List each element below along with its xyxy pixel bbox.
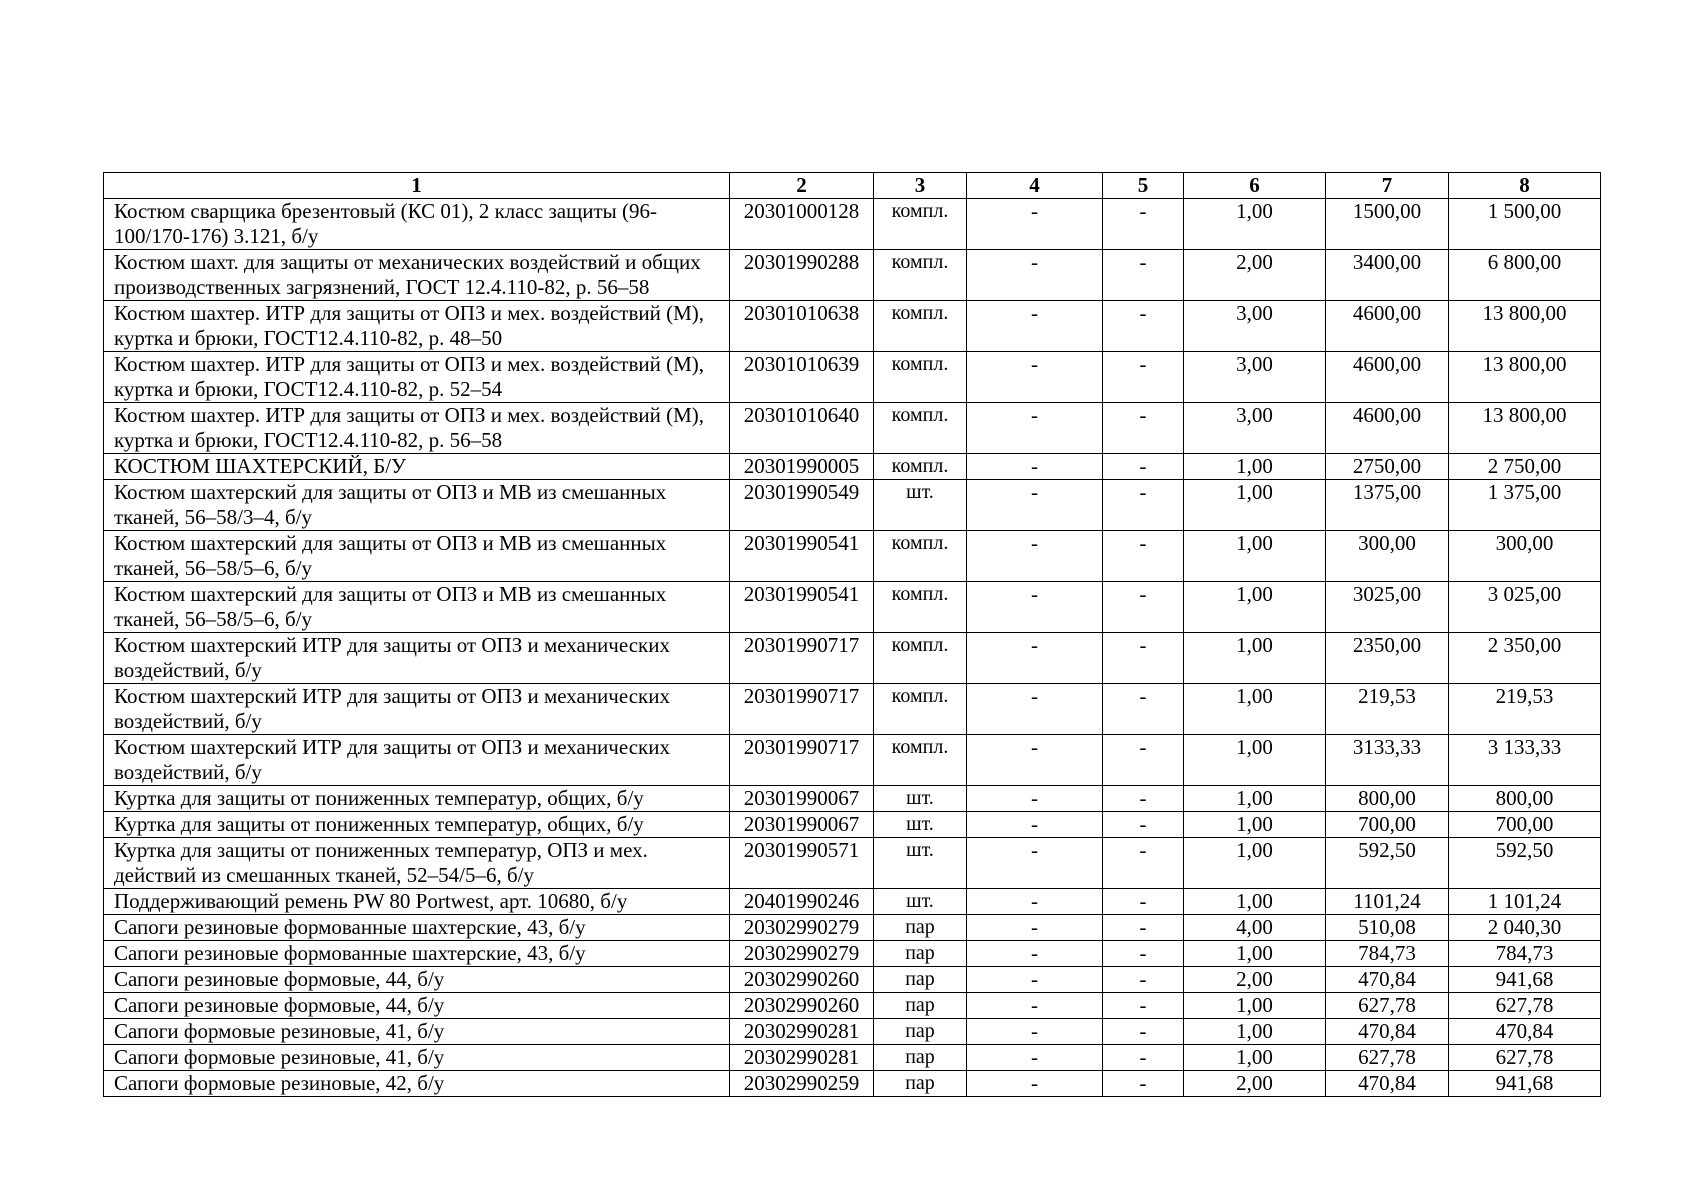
price-cell: 1375,00 <box>1326 480 1449 531</box>
col5-cell: - <box>1103 812 1184 838</box>
quantity-cell: 3,00 <box>1184 301 1326 352</box>
sum-cell: 219,53 <box>1449 684 1601 735</box>
item-name-cell: Сапоги резиновые формованные шахтерские, 43, б/у <box>104 941 730 967</box>
col4-cell: - <box>967 967 1103 993</box>
col4-cell: - <box>967 199 1103 250</box>
sum-cell: 941,68 <box>1449 1071 1601 1097</box>
col4-cell: - <box>967 633 1103 684</box>
item-name-cell: Куртка для защиты от пониженных температур, общих, б/у <box>104 812 730 838</box>
sum-cell: 700,00 <box>1449 812 1601 838</box>
item-name-cell: Костюм шахт. для защиты от механических воздействий и общих производственных загрязнений, ГОСТ 12.4.110-82, р. 56–58 <box>104 250 730 301</box>
item-name-cell: Куртка для защиты от пониженных температур, общих, б/у <box>104 786 730 812</box>
col5-cell: - <box>1103 941 1184 967</box>
col5-cell: - <box>1103 1071 1184 1097</box>
quantity-cell: 3,00 <box>1184 352 1326 403</box>
sum-cell: 2 750,00 <box>1449 454 1601 480</box>
col4-cell: - <box>967 250 1103 301</box>
table-row <box>104 1019 1601 1045</box>
price-cell: 784,73 <box>1326 941 1449 967</box>
col5-cell: - <box>1103 1019 1184 1045</box>
col5-cell: - <box>1103 735 1184 786</box>
price-cell: 470,84 <box>1326 1019 1449 1045</box>
table-row <box>104 993 1601 1019</box>
table-row <box>104 967 1601 993</box>
price-cell: 3025,00 <box>1326 582 1449 633</box>
sum-cell: 941,68 <box>1449 967 1601 993</box>
code-cell: 20302990260 <box>730 993 874 1019</box>
price-cell: 2350,00 <box>1326 633 1449 684</box>
col4-cell: - <box>967 993 1103 1019</box>
unit-cell: пар <box>874 941 967 967</box>
code-cell: 20302990279 <box>730 915 874 941</box>
code-cell: 20301990549 <box>730 480 874 531</box>
unit-cell: компл. <box>874 531 967 582</box>
col5-cell: - <box>1103 403 1184 454</box>
column-header: 1 <box>104 173 730 199</box>
column-header: 7 <box>1326 173 1449 199</box>
table-row <box>104 684 1601 735</box>
unit-cell: шт. <box>874 889 967 915</box>
table-row <box>104 633 1601 684</box>
sum-cell: 3 025,00 <box>1449 582 1601 633</box>
col4-cell: - <box>967 812 1103 838</box>
col4-cell: - <box>967 480 1103 531</box>
quantity-cell: 2,00 <box>1184 967 1326 993</box>
item-name-cell: Костюм шахтер. ИТР для защиты от ОПЗ и мех. воздействий (М), куртка и брюки, ГОСТ12.4.110-82, р. 56–58 <box>104 403 730 454</box>
sum-cell: 784,73 <box>1449 941 1601 967</box>
col4-cell: - <box>967 582 1103 633</box>
price-cell: 219,53 <box>1326 684 1449 735</box>
item-name-cell: Костюм шахтерский ИТР для защиты от ОПЗ и механических воздействий, б/у <box>104 735 730 786</box>
table-row <box>104 199 1601 250</box>
sum-cell: 2 350,00 <box>1449 633 1601 684</box>
quantity-cell: 1,00 <box>1184 993 1326 1019</box>
table-row <box>104 838 1601 889</box>
item-name-cell: Костюм шахтерский ИТР для защиты от ОПЗ и механических воздействий, б/у <box>104 684 730 735</box>
unit-cell: шт. <box>874 480 967 531</box>
item-name-cell: Поддерживающий ремень PW 80 Portwest, арт. 10680, б/у <box>104 889 730 915</box>
col4-cell: - <box>967 1045 1103 1071</box>
header-row <box>104 173 1601 199</box>
col5-cell: - <box>1103 454 1184 480</box>
quantity-cell: 1,00 <box>1184 1045 1326 1071</box>
price-cell: 592,50 <box>1326 838 1449 889</box>
code-cell: 20302990281 <box>730 1045 874 1071</box>
col4-cell: - <box>967 1071 1103 1097</box>
col5-cell: - <box>1103 684 1184 735</box>
col5-cell: - <box>1103 582 1184 633</box>
code-cell: 20302990259 <box>730 1071 874 1097</box>
table-row <box>104 301 1601 352</box>
quantity-cell: 4,00 <box>1184 915 1326 941</box>
item-name-cell: Сапоги резиновые формовые, 44, б/у <box>104 967 730 993</box>
unit-cell: шт. <box>874 838 967 889</box>
code-cell: 20301010639 <box>730 352 874 403</box>
col4-cell: - <box>967 1019 1103 1045</box>
unit-cell: компл. <box>874 735 967 786</box>
code-cell: 20301990005 <box>730 454 874 480</box>
col5-cell: - <box>1103 993 1184 1019</box>
unit-cell: компл. <box>874 684 967 735</box>
col4-cell: - <box>967 454 1103 480</box>
sum-cell: 1 101,24 <box>1449 889 1601 915</box>
col4-cell: - <box>967 684 1103 735</box>
col4-cell: - <box>967 786 1103 812</box>
sum-cell: 13 800,00 <box>1449 301 1601 352</box>
price-cell: 1500,00 <box>1326 199 1449 250</box>
quantity-cell: 1,00 <box>1184 941 1326 967</box>
code-cell: 20401990246 <box>730 889 874 915</box>
price-cell: 3133,33 <box>1326 735 1449 786</box>
sum-cell: 300,00 <box>1449 531 1601 582</box>
quantity-cell: 1,00 <box>1184 838 1326 889</box>
table-row <box>104 889 1601 915</box>
unit-cell: компл. <box>874 633 967 684</box>
quantity-cell: 1,00 <box>1184 454 1326 480</box>
quantity-cell: 1,00 <box>1184 480 1326 531</box>
price-cell: 627,78 <box>1326 993 1449 1019</box>
price-cell: 2750,00 <box>1326 454 1449 480</box>
col4-cell: - <box>967 915 1103 941</box>
quantity-cell: 1,00 <box>1184 786 1326 812</box>
sum-cell: 627,78 <box>1449 1045 1601 1071</box>
unit-cell: пар <box>874 967 967 993</box>
table-body <box>104 199 1601 1097</box>
item-name-cell: Костюм шахтерский для защиты от ОПЗ и МВ из смешанных тканей, 56–58/5–6, б/у <box>104 582 730 633</box>
code-cell: 20302990281 <box>730 1019 874 1045</box>
col5-cell: - <box>1103 915 1184 941</box>
quantity-cell: 2,00 <box>1184 250 1326 301</box>
item-name-cell: Костюм шахтер. ИТР для защиты от ОПЗ и мех. воздействий (М), куртка и брюки, ГОСТ12.4.110-82, р. 48–50 <box>104 301 730 352</box>
column-header: 3 <box>874 173 967 199</box>
sum-cell: 1 500,00 <box>1449 199 1601 250</box>
sum-cell: 13 800,00 <box>1449 403 1601 454</box>
price-cell: 470,84 <box>1326 967 1449 993</box>
sum-cell: 1 375,00 <box>1449 480 1601 531</box>
unit-cell: компл. <box>874 582 967 633</box>
table-row <box>104 352 1601 403</box>
item-name-cell: Костюм шахтерский для защиты от ОПЗ и МВ из смешанных тканей, 56–58/5–6, б/у <box>104 531 730 582</box>
unit-cell: пар <box>874 915 967 941</box>
item-name-cell: Костюм шахтерский ИТР для защиты от ОПЗ и механических воздействий, б/у <box>104 633 730 684</box>
item-name-cell: Куртка для защиты от пониженных температур, ОПЗ и мех. действий из смешанных тканей, 52–54/5–6, б/у <box>104 838 730 889</box>
col5-cell: - <box>1103 480 1184 531</box>
col5-cell: - <box>1103 250 1184 301</box>
code-cell: 20301990288 <box>730 250 874 301</box>
col5-cell: - <box>1103 786 1184 812</box>
code-cell: 20301990067 <box>730 812 874 838</box>
unit-cell: пар <box>874 1071 967 1097</box>
price-cell: 300,00 <box>1326 531 1449 582</box>
price-cell: 4600,00 <box>1326 301 1449 352</box>
unit-cell: компл. <box>874 352 967 403</box>
col5-cell: - <box>1103 352 1184 403</box>
quantity-cell: 1,00 <box>1184 633 1326 684</box>
table-row <box>104 403 1601 454</box>
sum-cell: 592,50 <box>1449 838 1601 889</box>
unit-cell: компл. <box>874 454 967 480</box>
table-row <box>104 454 1601 480</box>
table-row <box>104 915 1601 941</box>
column-header: 5 <box>1103 173 1184 199</box>
quantity-cell: 1,00 <box>1184 1019 1326 1045</box>
price-cell: 3400,00 <box>1326 250 1449 301</box>
code-cell: 20301990541 <box>730 582 874 633</box>
item-name-cell: Сапоги формовые резиновые, 41, б/у <box>104 1045 730 1071</box>
sum-cell: 2 040,30 <box>1449 915 1601 941</box>
price-cell: 4600,00 <box>1326 403 1449 454</box>
inventory-table <box>103 172 1601 1097</box>
item-name-cell: КОСТЮМ ШАХТЕРСКИЙ, Б/У <box>104 454 730 480</box>
item-name-cell: Сапоги резиновые формованные шахтерские, 43, б/у <box>104 915 730 941</box>
col4-cell: - <box>967 352 1103 403</box>
code-cell: 20301990717 <box>730 684 874 735</box>
unit-cell: пар <box>874 1045 967 1071</box>
col5-cell: - <box>1103 838 1184 889</box>
sum-cell: 627,78 <box>1449 993 1601 1019</box>
quantity-cell: 1,00 <box>1184 531 1326 582</box>
col5-cell: - <box>1103 301 1184 352</box>
table-row <box>104 531 1601 582</box>
table-row <box>104 250 1601 301</box>
item-name-cell: Костюм шахтерский для защиты от ОПЗ и МВ из смешанных тканей, 56–58/3–4, б/у <box>104 480 730 531</box>
column-header: 4 <box>967 173 1103 199</box>
sum-cell: 3 133,33 <box>1449 735 1601 786</box>
col5-cell: - <box>1103 967 1184 993</box>
code-cell: 20301990067 <box>730 786 874 812</box>
col5-cell: - <box>1103 199 1184 250</box>
table-row <box>104 786 1601 812</box>
table-row <box>104 480 1601 531</box>
unit-cell: шт. <box>874 812 967 838</box>
quantity-cell: 3,00 <box>1184 403 1326 454</box>
col4-cell: - <box>967 838 1103 889</box>
code-cell: 20301990541 <box>730 531 874 582</box>
col4-cell: - <box>967 941 1103 967</box>
col5-cell: - <box>1103 889 1184 915</box>
quantity-cell: 2,00 <box>1184 1071 1326 1097</box>
table-row <box>104 1045 1601 1071</box>
unit-cell: шт. <box>874 786 967 812</box>
code-cell: 20301010640 <box>730 403 874 454</box>
column-header: 6 <box>1184 173 1326 199</box>
unit-cell: компл. <box>874 301 967 352</box>
col4-cell: - <box>967 301 1103 352</box>
table-row <box>104 582 1601 633</box>
code-cell: 20301000128 <box>730 199 874 250</box>
col5-cell: - <box>1103 1045 1184 1071</box>
quantity-cell: 1,00 <box>1184 684 1326 735</box>
quantity-cell: 1,00 <box>1184 889 1326 915</box>
column-header: 8 <box>1449 173 1601 199</box>
sum-cell: 800,00 <box>1449 786 1601 812</box>
quantity-cell: 1,00 <box>1184 812 1326 838</box>
unit-cell: компл. <box>874 403 967 454</box>
quantity-cell: 1,00 <box>1184 199 1326 250</box>
code-cell: 20301990717 <box>730 735 874 786</box>
item-name-cell: Сапоги резиновые формовые, 44, б/у <box>104 993 730 1019</box>
column-header: 2 <box>730 173 874 199</box>
price-cell: 510,08 <box>1326 915 1449 941</box>
quantity-cell: 1,00 <box>1184 735 1326 786</box>
col5-cell: - <box>1103 531 1184 582</box>
price-cell: 470,84 <box>1326 1071 1449 1097</box>
col4-cell: - <box>967 403 1103 454</box>
sum-cell: 470,84 <box>1449 1019 1601 1045</box>
item-name-cell: Костюм шахтер. ИТР для защиты от ОПЗ и мех. воздействий (М), куртка и брюки, ГОСТ12.4.110-82, р. 52–54 <box>104 352 730 403</box>
code-cell: 20302990279 <box>730 941 874 967</box>
col4-cell: - <box>967 735 1103 786</box>
code-cell: 20302990260 <box>730 967 874 993</box>
table-row <box>104 1071 1601 1097</box>
unit-cell: компл. <box>874 250 967 301</box>
sum-cell: 6 800,00 <box>1449 250 1601 301</box>
item-name-cell: Костюм сварщика брезентовый (КС 01), 2 класс защиты (96-100/170-176) 3.121, б/у <box>104 199 730 250</box>
price-cell: 1101,24 <box>1326 889 1449 915</box>
item-name-cell: Сапоги формовые резиновые, 41, б/у <box>104 1019 730 1045</box>
price-cell: 627,78 <box>1326 1045 1449 1071</box>
price-cell: 4600,00 <box>1326 352 1449 403</box>
price-cell: 800,00 <box>1326 786 1449 812</box>
unit-cell: пар <box>874 993 967 1019</box>
unit-cell: пар <box>874 1019 967 1045</box>
item-name-cell: Сапоги формовые резиновые, 42, б/у <box>104 1071 730 1097</box>
col5-cell: - <box>1103 633 1184 684</box>
code-cell: 20301990571 <box>730 838 874 889</box>
table-row <box>104 812 1601 838</box>
price-cell: 700,00 <box>1326 812 1449 838</box>
table-row <box>104 941 1601 967</box>
sum-cell: 13 800,00 <box>1449 352 1601 403</box>
col4-cell: - <box>967 531 1103 582</box>
col4-cell: - <box>967 889 1103 915</box>
unit-cell: компл. <box>874 199 967 250</box>
quantity-cell: 1,00 <box>1184 582 1326 633</box>
code-cell: 20301010638 <box>730 301 874 352</box>
code-cell: 20301990717 <box>730 633 874 684</box>
table-row <box>104 735 1601 786</box>
